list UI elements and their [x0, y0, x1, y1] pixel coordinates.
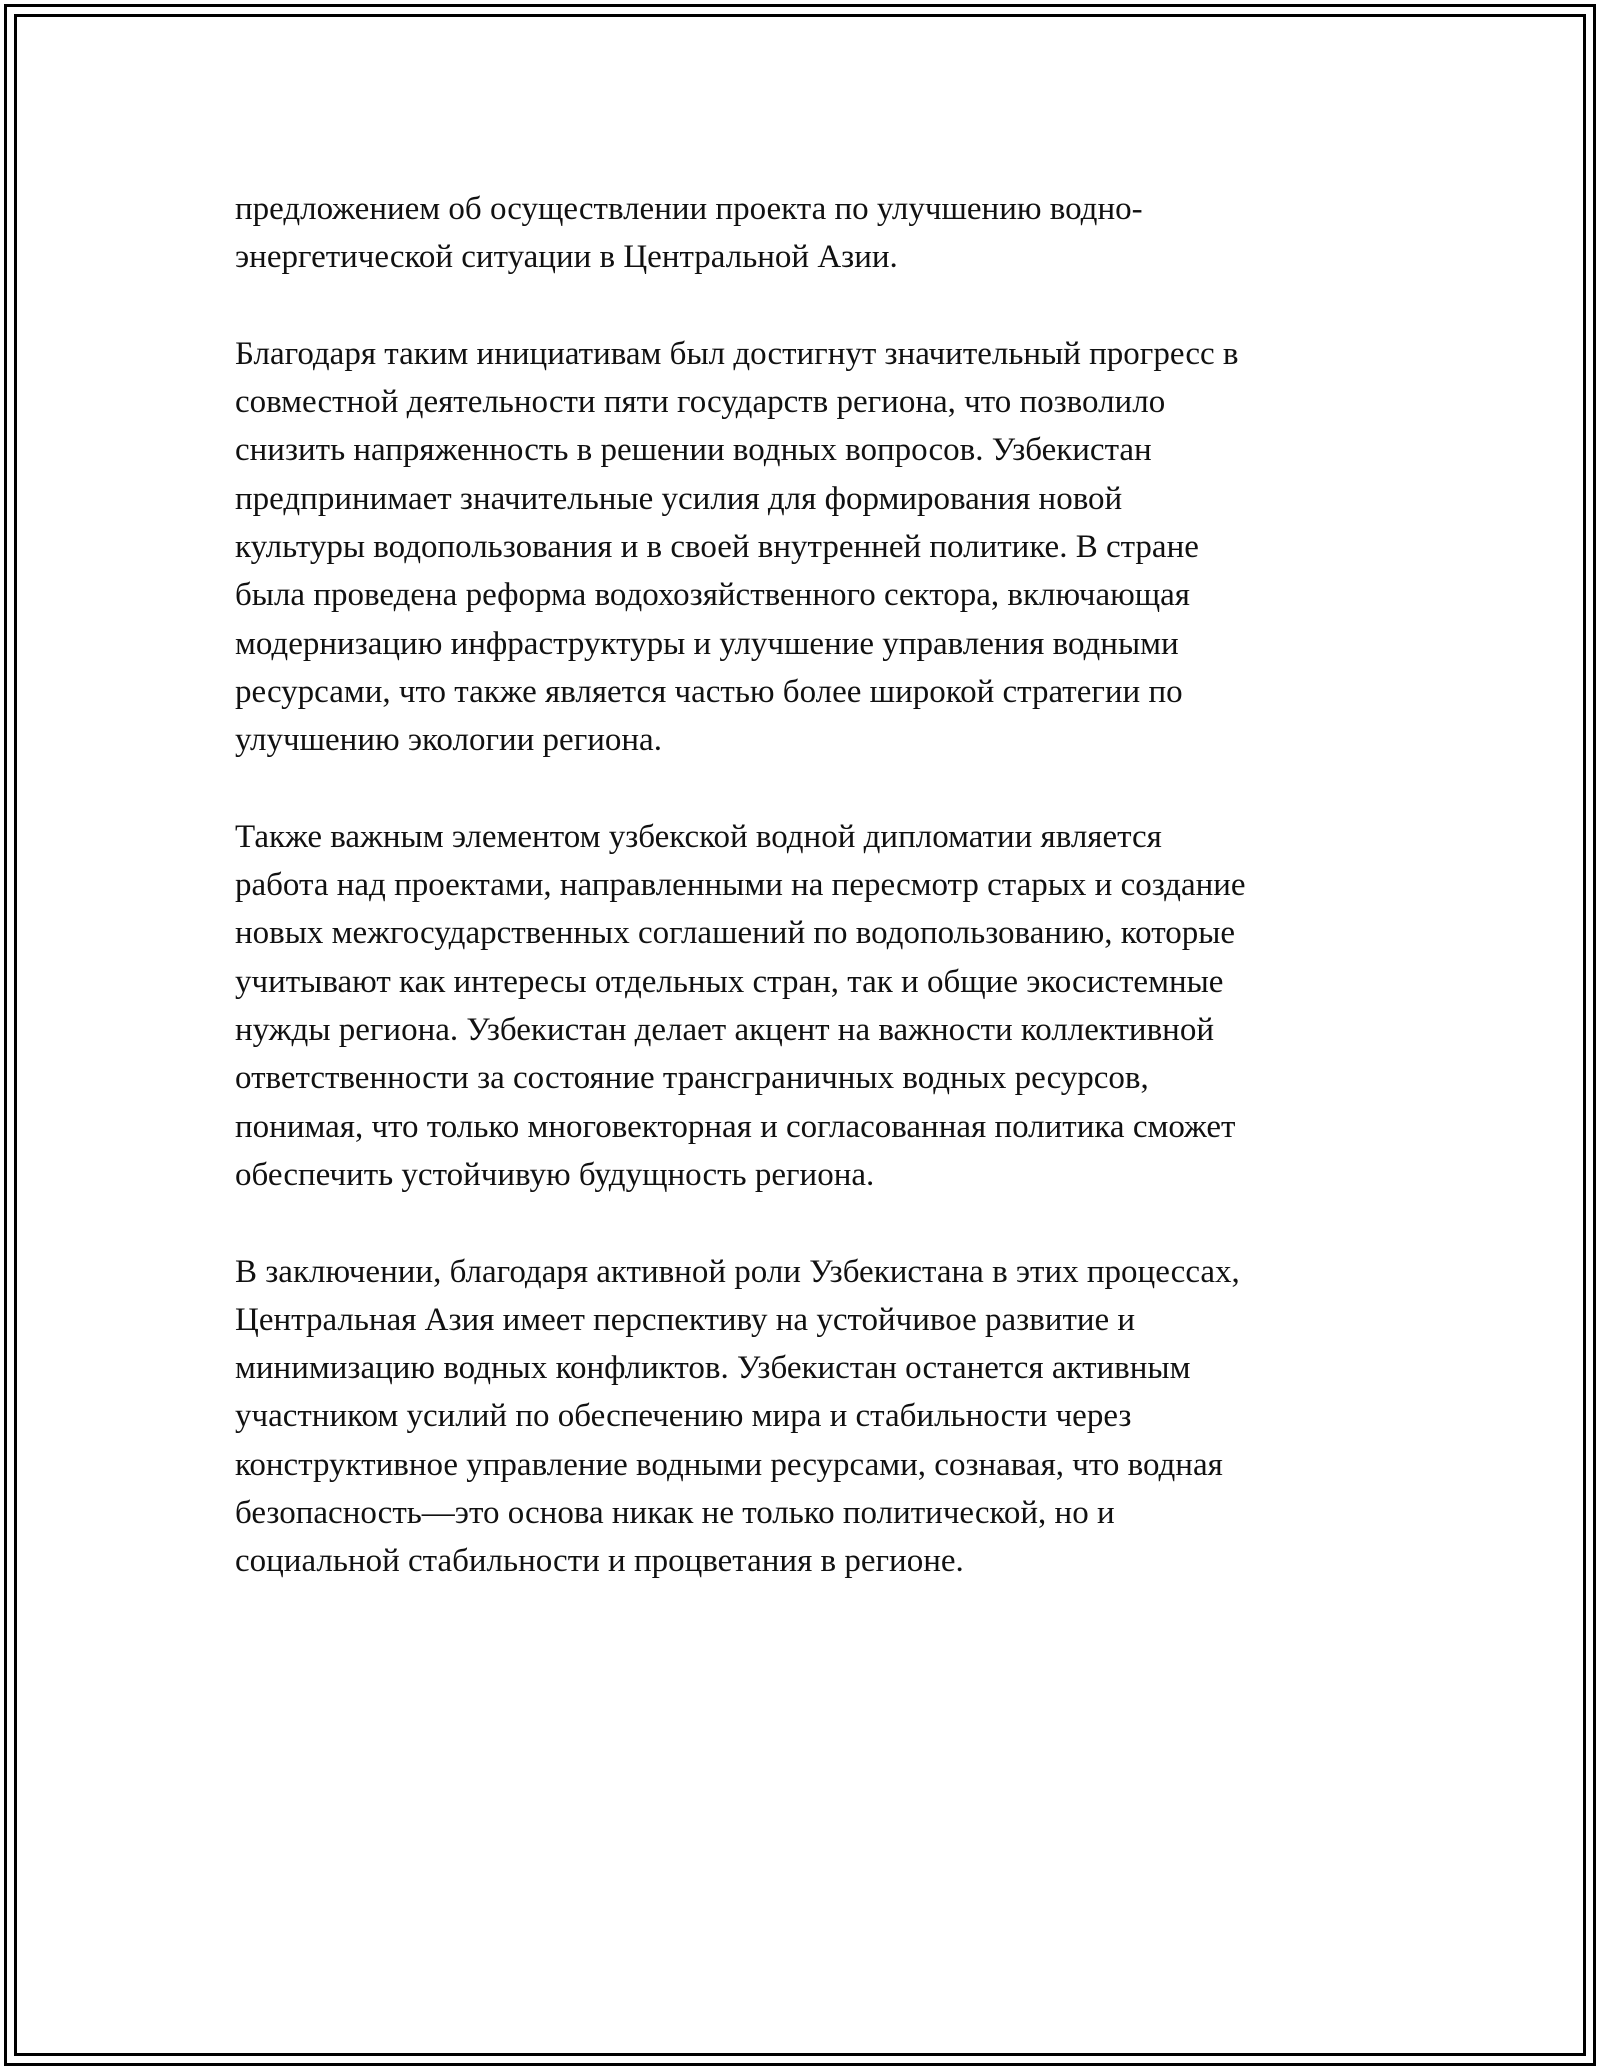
text-line: культуры водопользования и в своей внутренней политике. В стране: [235, 529, 1199, 566]
text-line: работа над проектами, направленными на пересмотр старых и создание: [235, 867, 1246, 904]
text-line: ресурсами, что также является частью более широкой стратегии по: [235, 673, 1183, 710]
text-line: конструктивное управление водными ресурсами, сознавая, что водная: [235, 1446, 1223, 1483]
text-line: нужды региона. Узбекистан делает акцент на важности коллективной: [235, 1012, 1214, 1049]
paragraph-2: [235, 330, 1385, 765]
text-line: предложением об осуществлении проекта по улучшению водно-: [235, 191, 1143, 227]
text-line: В заключении, благодаря активной роли Узбекистана в этих процессах,: [235, 1253, 1240, 1290]
text-line: снизить напряженность в решении водных вопросов. Узбекистан: [235, 432, 1152, 469]
text-line: безопасность—это основа никак не только политической, но и: [235, 1495, 1115, 1532]
text-line: ответственности за состояние трансграничных водных ресурсов,: [235, 1060, 1149, 1097]
document-body: [235, 185, 1385, 1586]
text-line: Центральная Азия имеет перспективу на устойчивое развитие и: [235, 1301, 1136, 1338]
text-line: социальной стабильности и процветания в регионе.: [235, 1543, 964, 1580]
text-line: совместной деятельности пяти государств региона, что позволило: [235, 384, 1166, 421]
text-line: энергетической ситуации в Центральной Азии.: [235, 239, 898, 276]
text-line: понимая, что только многовекторная и согласованная политика сможет: [235, 1108, 1236, 1145]
text-line: предпринимает значительные усилия для формирования новой: [235, 480, 1123, 517]
paragraph-3: [235, 813, 1385, 1199]
text-line: обеспечить устойчивую будущность региона.: [235, 1156, 875, 1193]
text-line: учитывают как интересы отдельных стран, так и общие экосистемные: [235, 963, 1224, 1000]
text-line: Благодаря таким инициативам был достигнут значительный прогресс в: [235, 335, 1239, 372]
text-line: минимизацию водных конфликтов. Узбекистан останется активным: [235, 1350, 1191, 1387]
text-line: Также важным элементом узбекской водной дипломатии является: [235, 818, 1162, 855]
text-line: новых межгосударственных соглашений по водопользованию, которые: [235, 915, 1236, 952]
paragraph-1: [235, 185, 1385, 282]
paragraph-4: [235, 1248, 1385, 1586]
text-line: улучшению экологии региона.: [235, 722, 662, 759]
text-line: модернизацию инфраструктуры и улучшение управления водными: [235, 625, 1179, 662]
text-line: участником усилий по обеспечению мира и стабильности через: [235, 1398, 1132, 1435]
text-line: была проведена реформа водохозяйственного сектора, включающая: [235, 577, 1190, 614]
